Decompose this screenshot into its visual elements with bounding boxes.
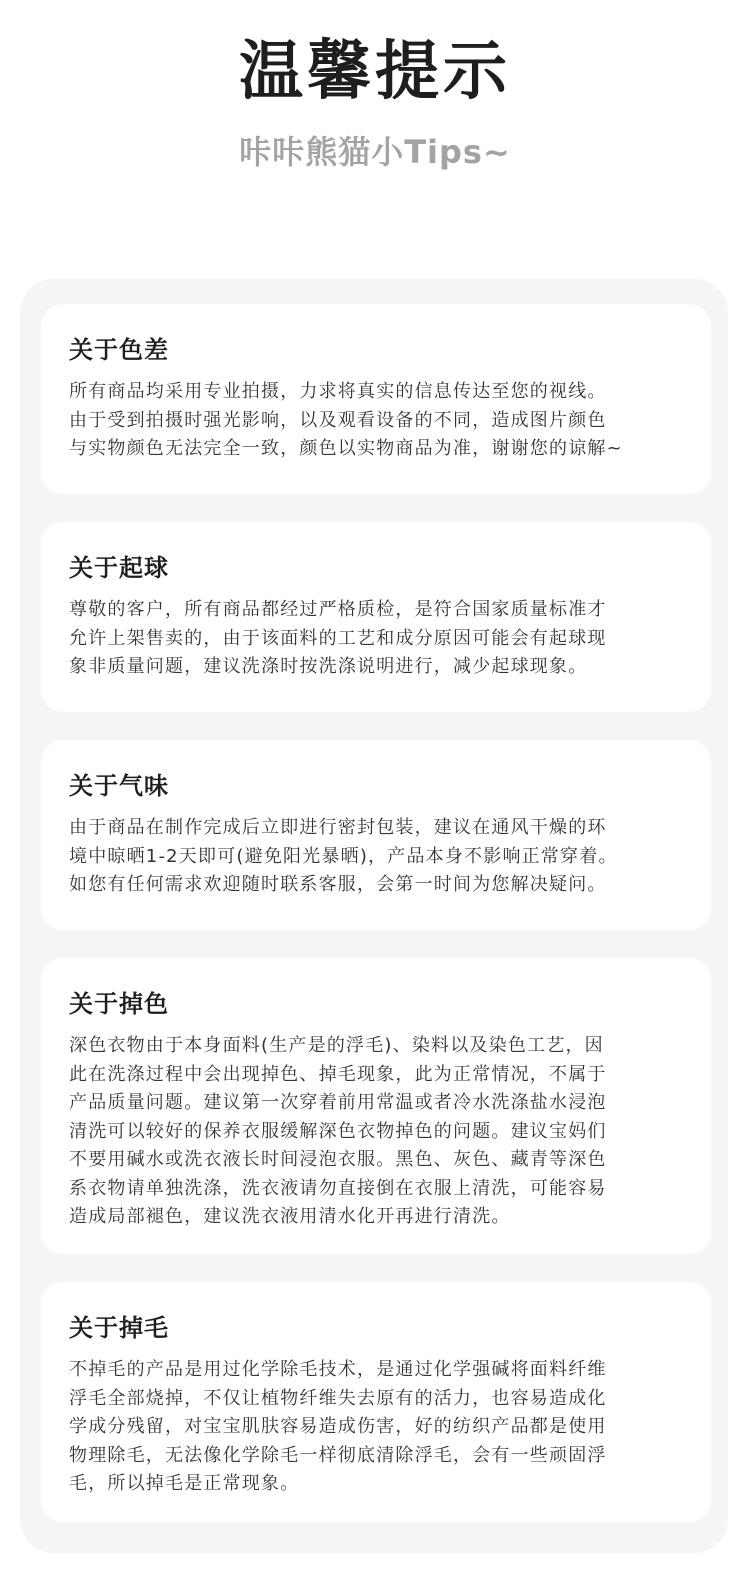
tip-card-title: 关于掉毛 — [69, 1314, 169, 1342]
tip-card-body — [69, 814, 683, 900]
tip-card-title: 关于起球 — [69, 554, 169, 582]
tip-line: 允许上架售卖的，由于该面料的工艺和成分原因可能会有起球现 — [69, 627, 607, 649]
tip-card-title: 关于掉色 — [69, 990, 169, 1018]
tip-card-body — [69, 1032, 683, 1232]
tip-line: 由于受到拍摄时强光影响，以及观看设备的不同，造成图片颜色 — [69, 409, 607, 431]
tip-card-color-fading — [41, 958, 711, 1254]
tip-line: 物理除毛，无法像化学除毛一样彻底清除浮毛，会有一些顽固浮 — [69, 1444, 607, 1466]
tip-line: 象非质量问题，建议洗涤时按洗涤说明进行，减少起球现象。 — [69, 656, 588, 677]
tip-card-title: 关于气味 — [69, 772, 169, 800]
tip-card-body — [69, 596, 683, 682]
tip-line: 尊敬的客户，所有商品都经过严格质检，是符合国家质量标准才 — [69, 599, 607, 620]
tip-line: 深色衣物由于本身面料(生产是的浮毛)、染料以及染色工艺，因 — [69, 1035, 604, 1056]
tip-line: 与实物颜色无法完全一致，颜色以实物商品为准，谢谢您的谅解~ — [69, 438, 623, 459]
tip-card-color-difference — [41, 304, 711, 494]
tip-line: 不掉毛的产品是用过化学除毛技术，是通过化学强碱将面料纤维 — [69, 1359, 607, 1380]
tip-line: 境中晾晒1-2天即可(避免阳光暴晒)，产品本身不影响正常穿着。 — [69, 845, 618, 867]
tip-card-odor — [41, 740, 711, 930]
tip-line: 此在洗涤过程中会出现掉色、掉毛现象，此为正常情况，不属于 — [69, 1063, 607, 1085]
tip-line: 毛，所以掉毛是正常现象。 — [69, 1473, 300, 1494]
tip-line: 由于商品在制作完成后立即进行密封包装，建议在通风干燥的环 — [69, 817, 607, 838]
tip-line: 产品质量问题。建议第一次穿着前用常温或者冷水洗涤盐水浸泡 — [69, 1092, 607, 1113]
tip-line: 所有商品均采用专业拍摄，力求将真实的信息传达至您的视线。 — [69, 381, 607, 402]
tip-line: 造成局部褪色，建议洗衣液用清水化开再进行清洗。 — [69, 1206, 511, 1227]
page-title: 温馨提示 — [239, 35, 511, 109]
tip-card-title: 关于色差 — [69, 336, 169, 364]
tip-line: 清洗可以较好的保养衣服缓解深色衣物掉色的问题。建议宝妈们 — [69, 1120, 607, 1142]
tip-card-body — [69, 378, 683, 464]
tip-card-pilling — [41, 522, 711, 712]
tip-line: 如您有任何需求欢迎随时联系客服，会第一时间为您解决疑问。 — [69, 874, 607, 895]
tip-line: 系衣物请单独洗涤，洗衣液请勿直接倒在衣服上清洗，可能容易 — [69, 1177, 607, 1199]
tip-line: 学成分残留，对宝宝肌肤容易造成伤害，好的纺织产品都是使用 — [69, 1416, 607, 1437]
tip-line: 不要用碱水或洗衣液长时间浸泡衣服。黑色、灰色、藏青等深色 — [69, 1149, 607, 1170]
tip-card-body — [69, 1356, 683, 1499]
page-subtitle: 咔咔熊猫小Tips~ — [239, 133, 511, 171]
tip-line: 浮毛全部烧掉，不仅让植物纤维失去原有的活力，也容易造成化 — [69, 1387, 607, 1409]
tip-card-shedding — [41, 1282, 711, 1522]
